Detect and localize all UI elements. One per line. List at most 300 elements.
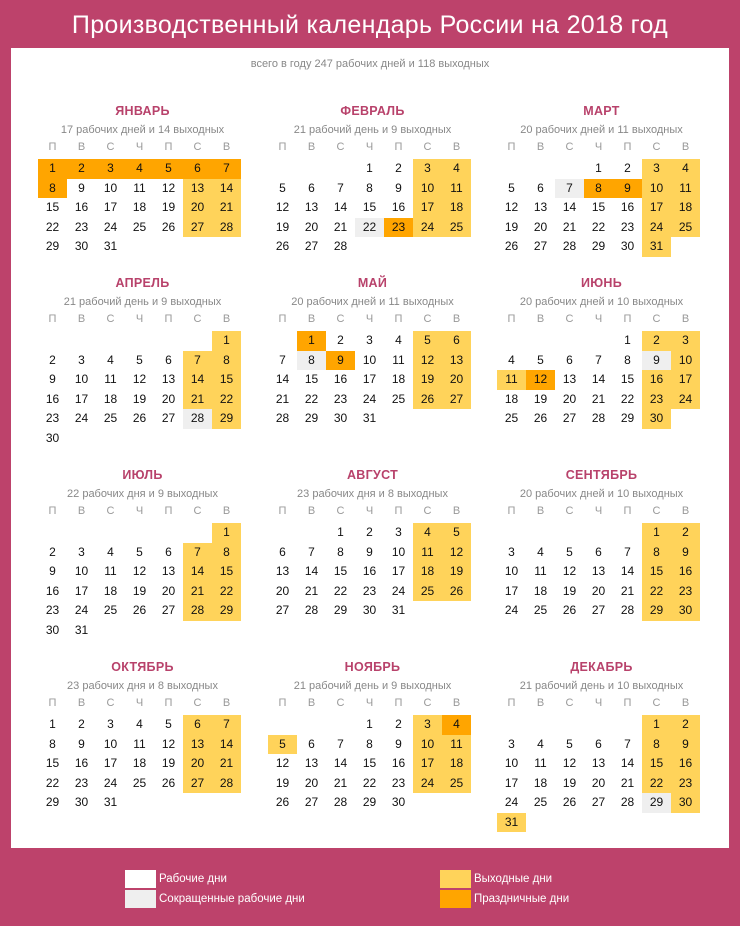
weekday-header: П bbox=[278, 697, 287, 709]
day-cell: 16 bbox=[620, 200, 635, 214]
day-cell: 23 bbox=[642, 390, 671, 410]
day-cell: 24 bbox=[504, 603, 519, 617]
weekday-header: Ч bbox=[365, 505, 374, 517]
day-cell: 25 bbox=[533, 603, 548, 617]
day-cell: 1 bbox=[49, 717, 56, 731]
empty-cell bbox=[154, 793, 183, 813]
day-cell: 31 bbox=[362, 411, 377, 425]
empty-cell bbox=[38, 331, 67, 351]
day-cell: 7 bbox=[595, 352, 602, 367]
day-cell: 14 bbox=[275, 372, 290, 386]
empty-cell bbox=[584, 813, 613, 833]
month-summary: 20 рабочих дней и 11 выходных bbox=[520, 124, 683, 136]
weekday-header: С bbox=[565, 141, 574, 153]
day-cell: 30 bbox=[671, 601, 700, 621]
empty-cell bbox=[526, 331, 555, 351]
day-cell: 22 bbox=[355, 218, 384, 238]
holiday-swatch bbox=[440, 890, 471, 908]
day-cell: 15 bbox=[45, 756, 60, 770]
day-cell: 10 bbox=[671, 351, 700, 371]
day-cell: 11 bbox=[671, 179, 700, 199]
month-grid bbox=[497, 504, 700, 621]
day-cell: 17 bbox=[413, 754, 442, 774]
empty-cell bbox=[442, 601, 471, 621]
day-cell: 5 bbox=[279, 180, 286, 195]
day-cell: 6 bbox=[165, 352, 172, 367]
day-cell: 14 bbox=[562, 200, 577, 214]
month-name: СЕНТЯБРЬ bbox=[565, 468, 638, 482]
month-name: АВГУСТ bbox=[346, 468, 399, 482]
day-cell: 27 bbox=[591, 603, 606, 617]
empty-cell bbox=[355, 237, 384, 257]
empty-cell bbox=[183, 237, 212, 257]
weekday-header: Ч bbox=[135, 697, 144, 709]
day-cell: 4 bbox=[442, 159, 471, 179]
day-cell: 10 bbox=[413, 179, 442, 199]
day-cell: 23 bbox=[45, 411, 60, 425]
empty-cell bbox=[613, 715, 642, 735]
shortened-swatch bbox=[125, 890, 156, 908]
day-cell: 27 bbox=[275, 603, 290, 617]
legend-working bbox=[125, 870, 227, 888]
day-cell: 13 bbox=[591, 756, 606, 770]
month-block bbox=[268, 659, 477, 835]
day-cell: 18 bbox=[413, 562, 442, 582]
day-cell: 27 bbox=[183, 774, 212, 794]
month-grid bbox=[38, 312, 241, 448]
day-cell: 8 bbox=[642, 543, 671, 563]
weekday-header: Ч bbox=[135, 313, 144, 325]
day-cell: 26 bbox=[275, 795, 290, 809]
day-cell: 11 bbox=[534, 756, 547, 770]
day-cell: 12 bbox=[504, 200, 519, 214]
weekday-header: П bbox=[394, 141, 403, 153]
weekday-header: С bbox=[106, 505, 115, 517]
weekday-header: П bbox=[507, 313, 516, 325]
weekday-header: Ч bbox=[365, 141, 374, 153]
day-cell: 26 bbox=[562, 603, 577, 617]
empty-cell bbox=[154, 331, 183, 351]
day-cell: 20 bbox=[533, 219, 548, 234]
day-cell: 12 bbox=[442, 543, 471, 563]
day-cell: 29 bbox=[362, 795, 377, 809]
day-cell: 2 bbox=[395, 717, 402, 731]
weekday-header: С bbox=[565, 313, 574, 325]
day-cell: 23 bbox=[74, 219, 89, 234]
empty-cell bbox=[125, 331, 154, 351]
day-cell: 18 bbox=[442, 198, 471, 218]
weekday-header: С bbox=[336, 313, 345, 325]
weekday-header: С bbox=[423, 697, 432, 709]
empty-cell bbox=[212, 621, 241, 641]
weekday-header: Ч bbox=[594, 141, 603, 153]
day-cell: 30 bbox=[45, 430, 60, 445]
empty-cell bbox=[555, 813, 584, 833]
day-cell: 30 bbox=[620, 239, 635, 253]
day-cell: 28 bbox=[620, 795, 635, 809]
day-cell: 13 bbox=[442, 351, 471, 371]
day-cell: 31 bbox=[642, 237, 671, 257]
day-cell: 13 bbox=[161, 372, 176, 386]
day-cell: 6 bbox=[537, 180, 544, 195]
empty-cell bbox=[297, 523, 326, 543]
day-cell: 9 bbox=[78, 736, 85, 751]
day-cell: 3 bbox=[395, 525, 402, 539]
empty-cell bbox=[497, 331, 526, 351]
weekday-header: Ч bbox=[365, 697, 374, 709]
day-cell: 2 bbox=[366, 525, 373, 539]
day-cell: 14 bbox=[212, 179, 241, 199]
weekday-header: В bbox=[452, 697, 461, 709]
day-cell: 11 bbox=[442, 179, 471, 199]
day-cell: 22 bbox=[362, 775, 377, 790]
day-cell: 28 bbox=[183, 601, 212, 621]
day-cell: 18 bbox=[103, 583, 118, 598]
day-cell: 24 bbox=[362, 391, 377, 406]
day-cell: 28 bbox=[333, 795, 348, 809]
day-cell: 12 bbox=[132, 372, 147, 386]
month-name: ФЕВРАЛЬ bbox=[340, 104, 405, 118]
day-cell: 20 bbox=[304, 219, 319, 234]
day-cell: 12 bbox=[562, 564, 577, 578]
day-cell: 24 bbox=[413, 774, 442, 794]
empty-cell bbox=[584, 715, 613, 735]
day-cell: 2 bbox=[67, 159, 96, 179]
weekday-header: С bbox=[193, 141, 202, 153]
day-cell: 25 bbox=[103, 411, 118, 425]
month-name: НОЯБРЬ bbox=[344, 660, 401, 674]
day-cell: 23 bbox=[74, 775, 89, 790]
day-cell: 30 bbox=[45, 622, 60, 637]
empty-cell bbox=[584, 331, 613, 351]
day-cell: 22 bbox=[333, 583, 348, 598]
day-cell: 12 bbox=[413, 351, 442, 371]
day-cell: 20 bbox=[562, 391, 577, 406]
day-cell: 19 bbox=[161, 200, 176, 214]
empty-cell bbox=[125, 621, 154, 641]
empty-cell bbox=[212, 429, 241, 449]
day-cell: 25 bbox=[533, 795, 548, 809]
legend-weekend bbox=[440, 870, 552, 888]
empty-cell bbox=[526, 715, 555, 735]
day-cell: 16 bbox=[45, 583, 60, 598]
day-cell: 1 bbox=[38, 159, 67, 179]
day-cell: 27 bbox=[591, 795, 606, 809]
working-swatch bbox=[125, 870, 156, 888]
day-cell: 24 bbox=[103, 219, 118, 234]
day-cell: 17 bbox=[671, 370, 700, 390]
empty-cell bbox=[268, 331, 297, 351]
day-cell: 13 bbox=[183, 735, 212, 755]
month-block bbox=[38, 467, 247, 643]
day-cell: 14 bbox=[304, 564, 319, 578]
weekday-header: В bbox=[77, 141, 86, 153]
weekday-header: С bbox=[106, 313, 115, 325]
empty-cell bbox=[96, 429, 125, 449]
weekday-header: В bbox=[681, 313, 690, 325]
day-cell: 23 bbox=[362, 583, 377, 598]
empty-cell bbox=[613, 813, 642, 833]
day-cell: 16 bbox=[333, 372, 348, 386]
legend-holiday bbox=[440, 890, 569, 908]
day-cell: 20 bbox=[161, 583, 176, 598]
day-cell: 1 bbox=[642, 523, 671, 543]
month-block bbox=[497, 659, 706, 835]
weekday-header: П bbox=[164, 697, 173, 709]
day-cell: 17 bbox=[74, 583, 89, 598]
day-cell: 3 bbox=[413, 159, 442, 179]
day-cell: 11 bbox=[442, 735, 471, 755]
day-cell: 15 bbox=[362, 756, 377, 770]
day-cell: 4 bbox=[107, 544, 114, 559]
day-cell: 17 bbox=[413, 198, 442, 218]
weekend-swatch bbox=[440, 870, 471, 888]
day-cell: 26 bbox=[504, 239, 519, 253]
weekday-header: С bbox=[565, 505, 574, 517]
day-cell: 17 bbox=[504, 583, 519, 598]
day-cell: 24 bbox=[671, 390, 700, 410]
day-cell: 29 bbox=[45, 795, 60, 809]
day-cell: 2 bbox=[49, 352, 56, 367]
day-cell: 14 bbox=[212, 735, 241, 755]
day-cell: 19 bbox=[562, 583, 577, 598]
day-cell: 4 bbox=[136, 717, 143, 731]
day-cell: 21 bbox=[183, 390, 212, 410]
empty-cell bbox=[384, 237, 413, 257]
day-cell: 29 bbox=[212, 409, 241, 429]
day-cell: 13 bbox=[161, 564, 176, 578]
day-cell: 26 bbox=[533, 411, 548, 425]
day-cell: 13 bbox=[183, 179, 212, 199]
month-name: ОКТЯБРЬ bbox=[111, 660, 174, 674]
day-cell: 31 bbox=[497, 813, 526, 833]
day-cell: 20 bbox=[591, 775, 606, 790]
month-block bbox=[38, 103, 247, 279]
weekday-header: В bbox=[452, 141, 461, 153]
month-summary: 21 рабочий день и 9 выходных bbox=[293, 124, 452, 136]
day-cell: 3 bbox=[366, 333, 373, 347]
day-cell: 9 bbox=[326, 351, 355, 371]
day-cell: 13 bbox=[304, 756, 319, 770]
empty-cell bbox=[183, 621, 212, 641]
day-cell: 6 bbox=[183, 715, 212, 735]
empty-cell bbox=[268, 159, 297, 179]
day-cell: 14 bbox=[620, 564, 635, 578]
day-cell: 6 bbox=[279, 544, 286, 559]
day-cell: 16 bbox=[74, 200, 89, 214]
empty-cell bbox=[497, 523, 526, 543]
day-cell: 19 bbox=[275, 219, 290, 234]
day-cell: 3 bbox=[413, 715, 442, 735]
legend-holiday-label: Праздничные дни bbox=[474, 893, 570, 905]
empty-cell bbox=[555, 331, 584, 351]
day-cell: 5 bbox=[165, 717, 172, 731]
weekday-header: П bbox=[164, 505, 173, 517]
day-cell: 27 bbox=[442, 390, 471, 410]
legend-shortened-label: Сокращенные рабочие дни bbox=[159, 893, 305, 905]
empty-cell bbox=[212, 793, 241, 813]
day-cell: 17 bbox=[504, 775, 519, 790]
empty-cell bbox=[526, 813, 555, 833]
day-cell: 28 bbox=[212, 774, 241, 794]
empty-cell bbox=[497, 715, 526, 735]
day-cell: 15 bbox=[304, 372, 319, 386]
weekday-header: С bbox=[106, 697, 115, 709]
day-cell: 14 bbox=[333, 200, 348, 214]
weekday-header: В bbox=[222, 697, 231, 709]
day-cell: 15 bbox=[212, 370, 241, 390]
day-cell: 14 bbox=[183, 562, 212, 582]
legend-weekend-label: Выходные дни bbox=[474, 873, 553, 885]
month-summary: 17 рабочих дней и 14 выходных bbox=[60, 124, 225, 136]
day-cell: 24 bbox=[642, 218, 671, 238]
empty-cell bbox=[67, 523, 96, 543]
weekday-header: С bbox=[565, 697, 574, 709]
month-block bbox=[497, 275, 706, 451]
day-cell: 26 bbox=[442, 582, 471, 602]
day-cell: 10 bbox=[103, 736, 118, 751]
empty-cell bbox=[38, 523, 67, 543]
day-cell: 22 bbox=[45, 775, 60, 790]
day-cell: 2 bbox=[78, 717, 85, 731]
day-cell: 19 bbox=[413, 370, 442, 390]
weekday-header: В bbox=[452, 505, 461, 517]
day-cell: 13 bbox=[562, 372, 577, 386]
day-cell: 12 bbox=[562, 756, 577, 770]
day-cell: 9 bbox=[78, 180, 85, 195]
day-cell: 16 bbox=[74, 756, 89, 770]
day-cell: 8 bbox=[212, 543, 241, 563]
day-cell: 27 bbox=[562, 411, 577, 425]
day-cell: 8 bbox=[584, 179, 613, 199]
weekday-header: П bbox=[623, 697, 632, 709]
month-summary: 21 рабочий день и 10 выходных bbox=[519, 680, 684, 692]
day-cell: 4 bbox=[671, 159, 700, 179]
weekday-header: С bbox=[193, 313, 202, 325]
empty-cell bbox=[384, 409, 413, 429]
day-cell: 10 bbox=[413, 735, 442, 755]
year-summary: всего в году 247 рабочих дней и 118 выходных bbox=[250, 58, 490, 70]
day-cell: 9 bbox=[671, 735, 700, 755]
day-cell: 9 bbox=[395, 180, 402, 195]
day-cell: 12 bbox=[275, 200, 290, 214]
day-cell: 1 bbox=[595, 161, 602, 175]
day-cell: 4 bbox=[537, 544, 544, 559]
month-summary: 23 рабочих дня и 8 выходных bbox=[297, 488, 448, 500]
day-cell: 3 bbox=[642, 159, 671, 179]
month-summary: 22 рабочих дня и 9 выходных bbox=[67, 488, 218, 500]
day-cell: 22 bbox=[304, 391, 319, 406]
day-cell: 30 bbox=[642, 409, 671, 429]
day-cell: 17 bbox=[391, 564, 406, 578]
empty-cell bbox=[96, 523, 125, 543]
day-cell: 14 bbox=[620, 756, 635, 770]
month-name: ИЮЛЬ bbox=[122, 468, 163, 482]
weekday-header: П bbox=[507, 505, 516, 517]
day-cell: 1 bbox=[212, 331, 241, 351]
day-cell: 13 bbox=[275, 564, 290, 578]
weekday-header: В bbox=[222, 141, 231, 153]
day-cell: 23 bbox=[671, 774, 700, 794]
month-grid bbox=[38, 504, 241, 640]
day-cell: 8 bbox=[337, 544, 344, 559]
day-cell: 10 bbox=[504, 756, 519, 770]
month-block bbox=[268, 275, 477, 451]
day-cell: 13 bbox=[591, 564, 606, 578]
day-cell: 1 bbox=[624, 333, 631, 347]
day-cell: 23 bbox=[333, 391, 348, 406]
day-cell: 20 bbox=[161, 391, 176, 406]
weekday-header: С bbox=[193, 697, 202, 709]
day-cell: 8 bbox=[366, 180, 373, 195]
day-cell: 20 bbox=[591, 583, 606, 598]
day-cell: 5 bbox=[537, 352, 544, 367]
day-cell: 4 bbox=[537, 736, 544, 751]
day-cell: 29 bbox=[591, 239, 606, 253]
day-cell: 20 bbox=[183, 754, 212, 774]
day-cell: 21 bbox=[212, 198, 241, 218]
day-cell: 25 bbox=[442, 774, 471, 794]
day-cell: 3 bbox=[96, 159, 125, 179]
day-cell: 22 bbox=[45, 219, 60, 234]
empty-cell bbox=[125, 523, 154, 543]
empty-cell bbox=[442, 409, 471, 429]
day-cell: 16 bbox=[642, 370, 671, 390]
weekday-header: В bbox=[536, 141, 545, 153]
day-cell: 27 bbox=[183, 218, 212, 238]
day-cell: 11 bbox=[133, 736, 146, 751]
month-name: АПРЕЛЬ bbox=[115, 276, 170, 290]
day-cell: 26 bbox=[132, 603, 147, 617]
day-cell: 22 bbox=[212, 582, 241, 602]
day-cell: 25 bbox=[103, 603, 118, 617]
day-cell: 19 bbox=[533, 391, 548, 406]
day-cell: 6 bbox=[183, 159, 212, 179]
empty-cell bbox=[413, 237, 442, 257]
day-cell: 19 bbox=[275, 775, 290, 790]
day-cell: 2 bbox=[642, 331, 671, 351]
empty-cell bbox=[497, 159, 526, 179]
day-cell: 17 bbox=[103, 200, 118, 214]
weekday-header: С bbox=[423, 141, 432, 153]
day-cell: 9 bbox=[49, 372, 56, 386]
day-cell: 14 bbox=[183, 370, 212, 390]
day-cell: 6 bbox=[165, 544, 172, 559]
month-name: МАЙ bbox=[357, 276, 388, 290]
month-grid bbox=[268, 504, 471, 621]
day-cell: 2 bbox=[49, 544, 56, 559]
day-cell: 7 bbox=[308, 544, 315, 559]
weekday-header: С bbox=[193, 505, 202, 517]
day-cell: 5 bbox=[413, 331, 442, 351]
day-cell: 7 bbox=[212, 159, 241, 179]
day-cell: 3 bbox=[671, 331, 700, 351]
day-cell: 25 bbox=[391, 391, 406, 406]
day-cell: 31 bbox=[103, 239, 118, 253]
day-cell: 13 bbox=[304, 200, 319, 214]
day-cell: 27 bbox=[161, 603, 176, 617]
day-cell: 11 bbox=[392, 352, 405, 367]
month-name: ИЮНЬ bbox=[580, 276, 623, 290]
day-cell: 19 bbox=[504, 219, 519, 234]
day-cell: 21 bbox=[591, 391, 606, 406]
empty-cell bbox=[67, 429, 96, 449]
day-cell: 29 bbox=[212, 601, 241, 621]
empty-cell bbox=[125, 237, 154, 257]
empty-cell bbox=[584, 523, 613, 543]
day-cell: 25 bbox=[132, 219, 147, 234]
day-cell: 2 bbox=[337, 333, 344, 347]
